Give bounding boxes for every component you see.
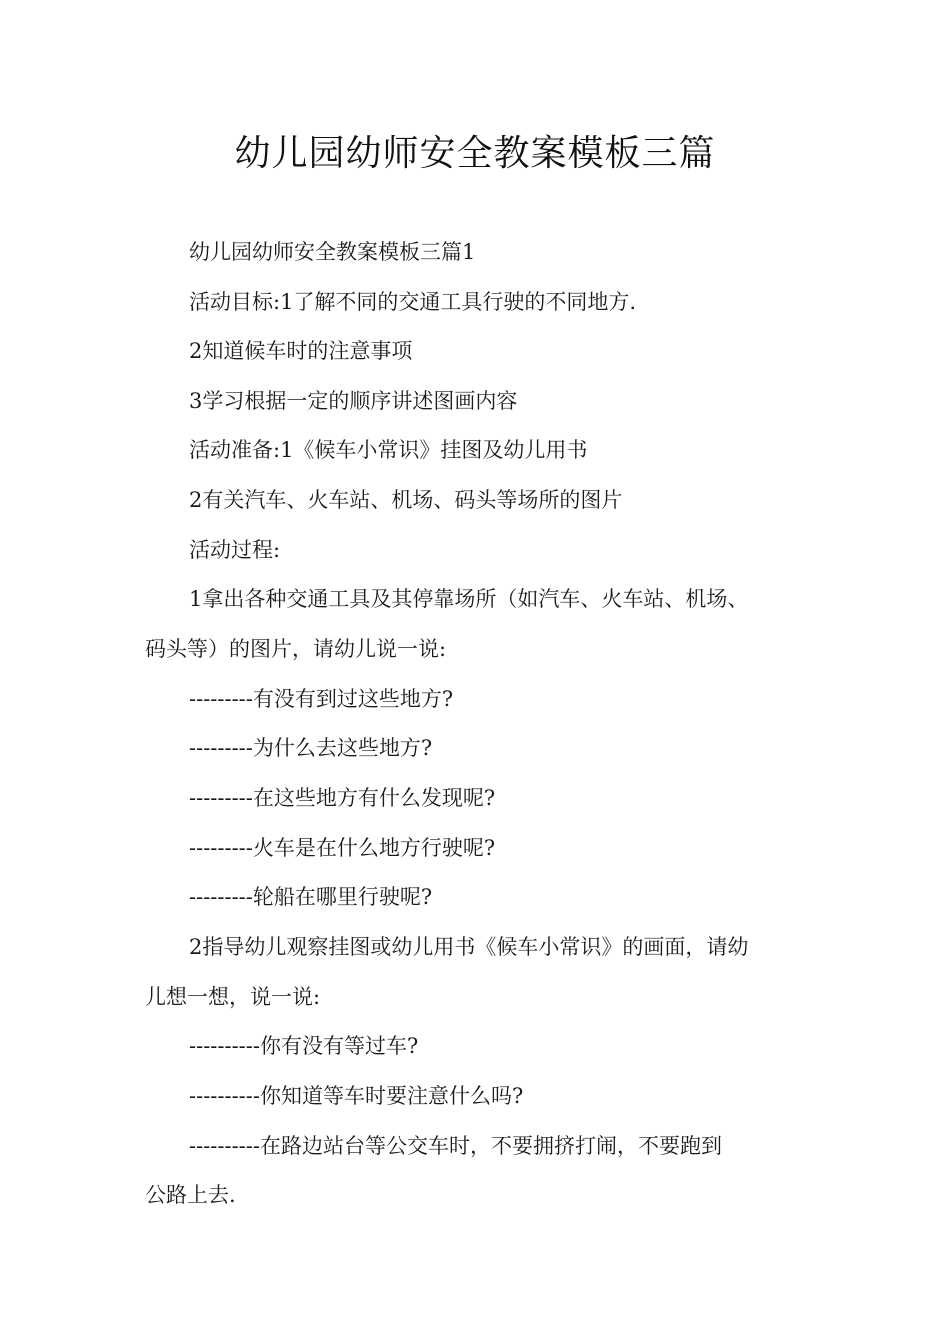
paragraph-line: 2有关汽车、火车站、机场、码头等场所的图片	[189, 488, 623, 512]
paragraph-line: 幼儿园幼师安全教案模板三篇1	[189, 240, 476, 264]
paragraph-line: ---------轮船在哪里行驶呢?	[189, 885, 433, 909]
paragraph-line: 公路上去.	[145, 1183, 236, 1207]
paragraph-line: 活动目标:1了解不同的交通工具行驶的不同地方.	[189, 290, 637, 314]
paragraph-line: 活动准备:1《候车小常识》挂图及幼儿用书	[189, 438, 588, 462]
paragraph-line: ---------在这些地方有什么发现呢?	[189, 786, 496, 810]
paragraph-line: 活动过程:	[189, 538, 281, 562]
paragraph-line: 码头等）的图片，请幼儿说一说:	[145, 637, 447, 661]
paragraph-line: 1拿出各种交通工具及其停靠场所（如汽车、火车站、机场、	[189, 587, 749, 611]
paragraph-line: 2指导幼儿观察挂图或幼儿用书《候车小常识》的画面，请幼	[189, 935, 749, 959]
paragraph-line: 3学习根据一定的顺序讲述图画内容	[189, 389, 518, 413]
paragraph-line: 2知道候车时的注意事项	[189, 339, 413, 363]
paragraph-line: 儿想一想，说一说:	[145, 985, 321, 1009]
paragraph-line: ---------火车是在什么地方行驶呢?	[189, 836, 496, 860]
paragraph-line: ----------在路边站台等公交车时，不要拥挤打闹，不要跑到	[189, 1134, 722, 1158]
paragraph-line: ----------你有没有等过车?	[189, 1034, 419, 1058]
paragraph-line: ---------为什么去这些地方?	[189, 736, 433, 760]
paragraph-line: ----------你知道等车时要注意什么吗?	[189, 1084, 524, 1108]
paragraph-line: ---------有没有到过这些地方?	[189, 687, 454, 711]
document-title: 幼儿园幼师安全教案模板三篇	[234, 133, 716, 174]
